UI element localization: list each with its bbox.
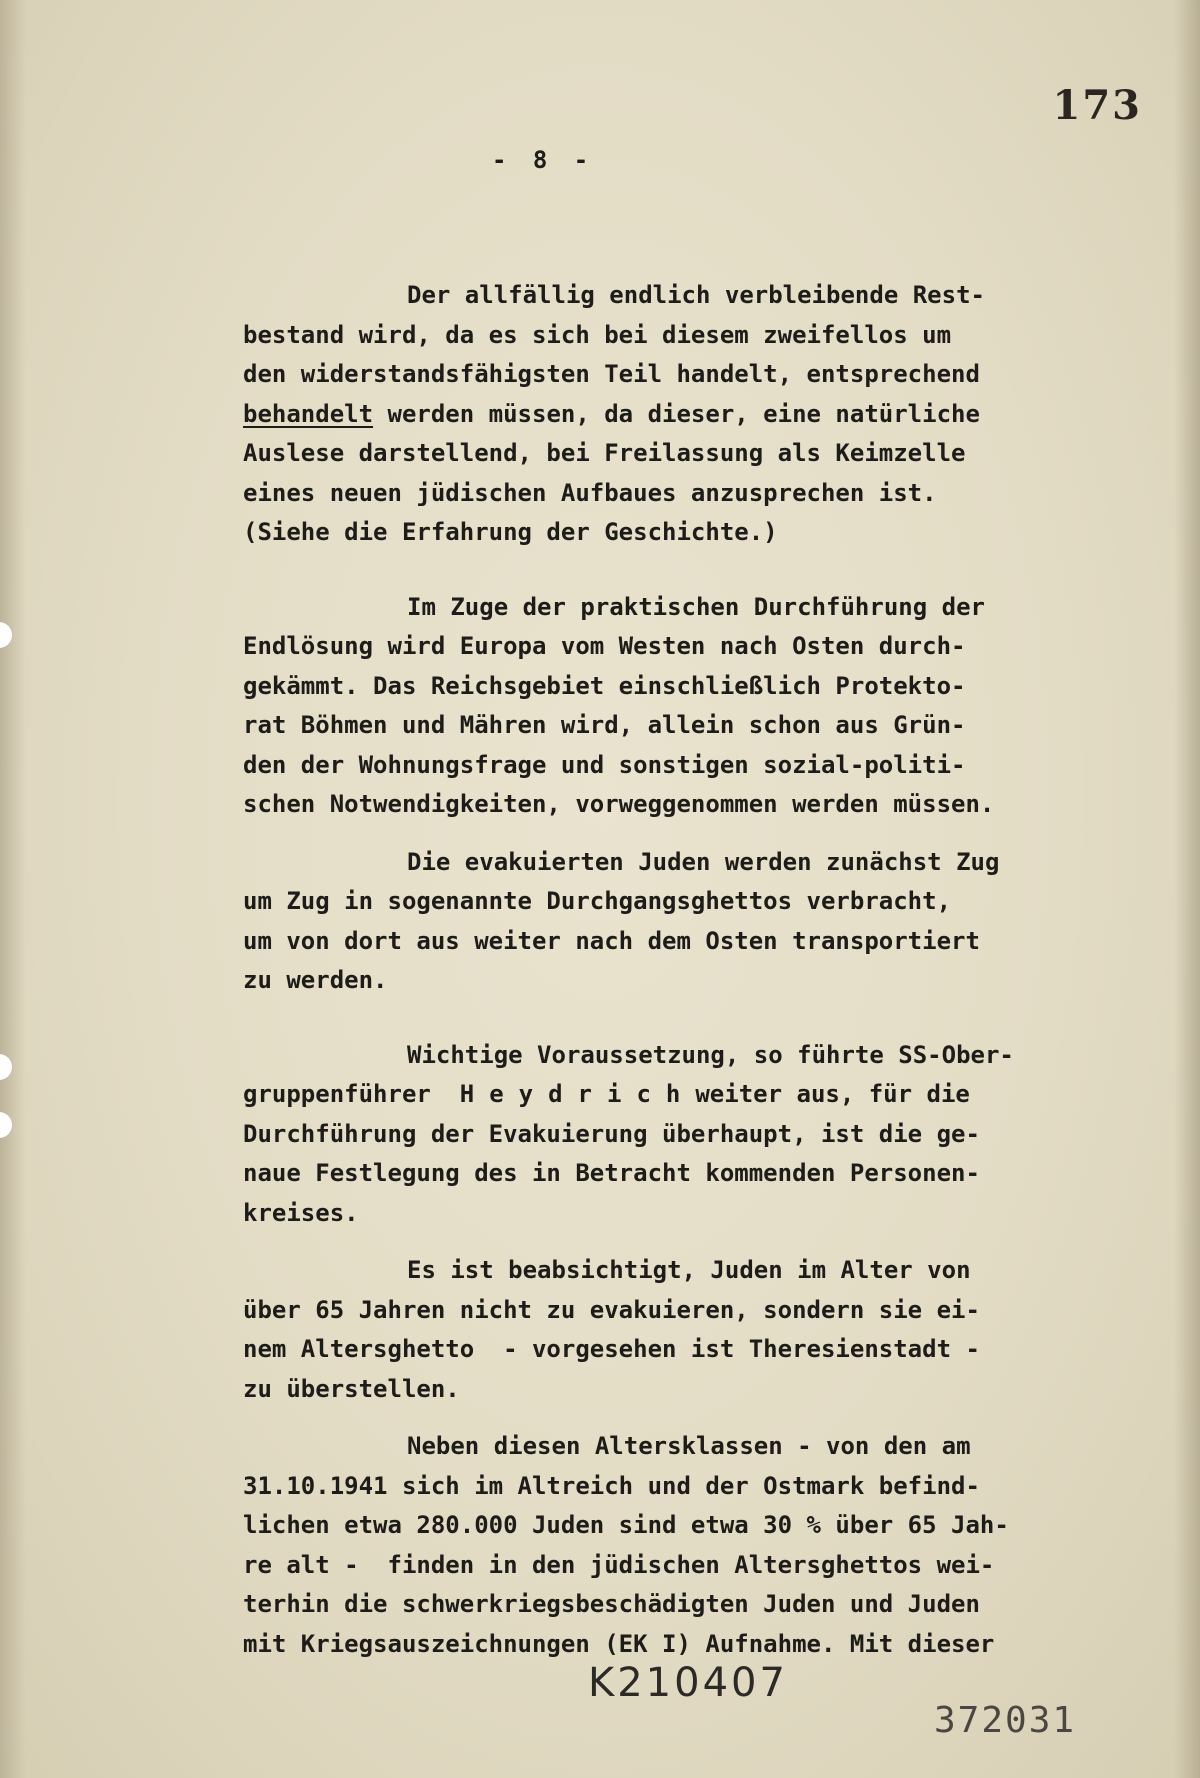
text-line: 31.10.1941 sich im Altreich und der Ostmark befind- [243, 1471, 980, 1500]
text-line: schen Notwendigkeiten, vorweggenommen werden müssen. [243, 790, 995, 818]
text-line: um Zug in sogenannte Durchgangsghettos verbracht, [243, 887, 952, 915]
text-line: den widerstandsfähigsten Teil handelt, entsprechend [243, 360, 980, 388]
right-edge-shadow [1174, 0, 1200, 1778]
text-line: re alt - finden in den jüdischen Altersghettos wei- [243, 1550, 995, 1579]
left-edge-shadow [0, 0, 26, 1778]
text-fragment: werden müssen, da dieser, eine natürliche [373, 399, 980, 428]
text-line: bestand wird, da es sich bei diesem zweifellos um [243, 320, 952, 349]
text-line: eines neuen jüdischen Aufbaues anzusprechen ist. [243, 478, 937, 507]
underlined-word: behandelt [243, 399, 374, 428]
page-number: - 8 - [492, 146, 595, 174]
text-line: naue Festlegung des in Betracht kommenden Personen- [243, 1159, 980, 1187]
text-line: terhin die schwerkriegsbeschädigten Juden und Juden [243, 1590, 980, 1618]
paragraph-5 [243, 1251, 1123, 1409]
text-line: kreises. [243, 1198, 359, 1227]
text-line: Es ist beabsichtigt, Juden im Alter von [407, 1256, 971, 1284]
text-line: rat Böhmen und Mähren wird, allein schon aus Grün- [243, 711, 966, 739]
paragraph-gap [243, 1001, 1123, 1036]
text-line: lichen etwa 280.000 Juden sind etwa 30 % über 65 Jah- [243, 1511, 1009, 1539]
text-line [243, 395, 1123, 435]
text-line: Die evakuierten Juden werden zunächst Zug [407, 847, 1000, 876]
paragraph-1 [243, 276, 1123, 553]
archive-number-stamp: 372031 [934, 1700, 1077, 1741]
text-line: über 65 Jahren nicht zu evakuieren, sondern sie ei- [243, 1295, 980, 1324]
text-line: zu überstellen. [243, 1374, 460, 1403]
document-body [243, 276, 1123, 1664]
text-line: den der Wohnungsfrage und sonstigen sozial-politi- [243, 750, 966, 779]
paragraph-gap [243, 1233, 1123, 1251]
document-code-stamp: K210407 [588, 1660, 788, 1706]
text-line: gekämmt. Das Reichsgebiet einschließlich Protekto- [243, 671, 966, 700]
text-line: zu werden. [243, 966, 388, 994]
text-line: um von dort aus weiter nach dem Osten transportiert [243, 926, 980, 955]
paragraph-4 [243, 1036, 1123, 1234]
text-fragment: gruppenführer [243, 1080, 431, 1108]
text-line [243, 1075, 1123, 1115]
text-line: Neben diesen Altersklassen - von den am [407, 1432, 971, 1460]
text-line: Endlösung wird Europa vom Westen nach Osten durch- [243, 632, 966, 660]
text-line: Durchführung der Evakuierung überhaupt, ist die ge- [243, 1119, 980, 1148]
text-line: (Siehe die Erfahrung der Geschichte.) [243, 518, 778, 546]
paragraph-3 [243, 843, 1123, 1001]
spaced-name: Heydrich [459, 1080, 696, 1108]
text-line: Auslese darstellend, bei Freilassung als Keimzelle [243, 439, 966, 467]
text-line: Im Zuge der praktischen Durchführung der [407, 592, 985, 621]
text-line: mit Kriegsauszeichnungen (EK I) Aufnahme. Mit dieser [243, 1629, 995, 1658]
text-line: Wichtige Voraussetzung, so führte SS-Ober- [407, 1040, 1014, 1069]
paragraph-gap [243, 1409, 1123, 1427]
paragraph-2 [243, 588, 1123, 825]
archive-page-number: 173 [1052, 82, 1142, 129]
text-line: Der allfällig endlich verbleibende Rest- [407, 281, 985, 309]
paragraph-gap [243, 825, 1123, 843]
text-fragment: weiter aus, für die [695, 1080, 970, 1108]
paragraph-gap [243, 553, 1123, 588]
text-line: nem Altersghetto - vorgesehen ist Theresienstadt - [243, 1335, 980, 1363]
paragraph-6 [243, 1427, 1123, 1664]
